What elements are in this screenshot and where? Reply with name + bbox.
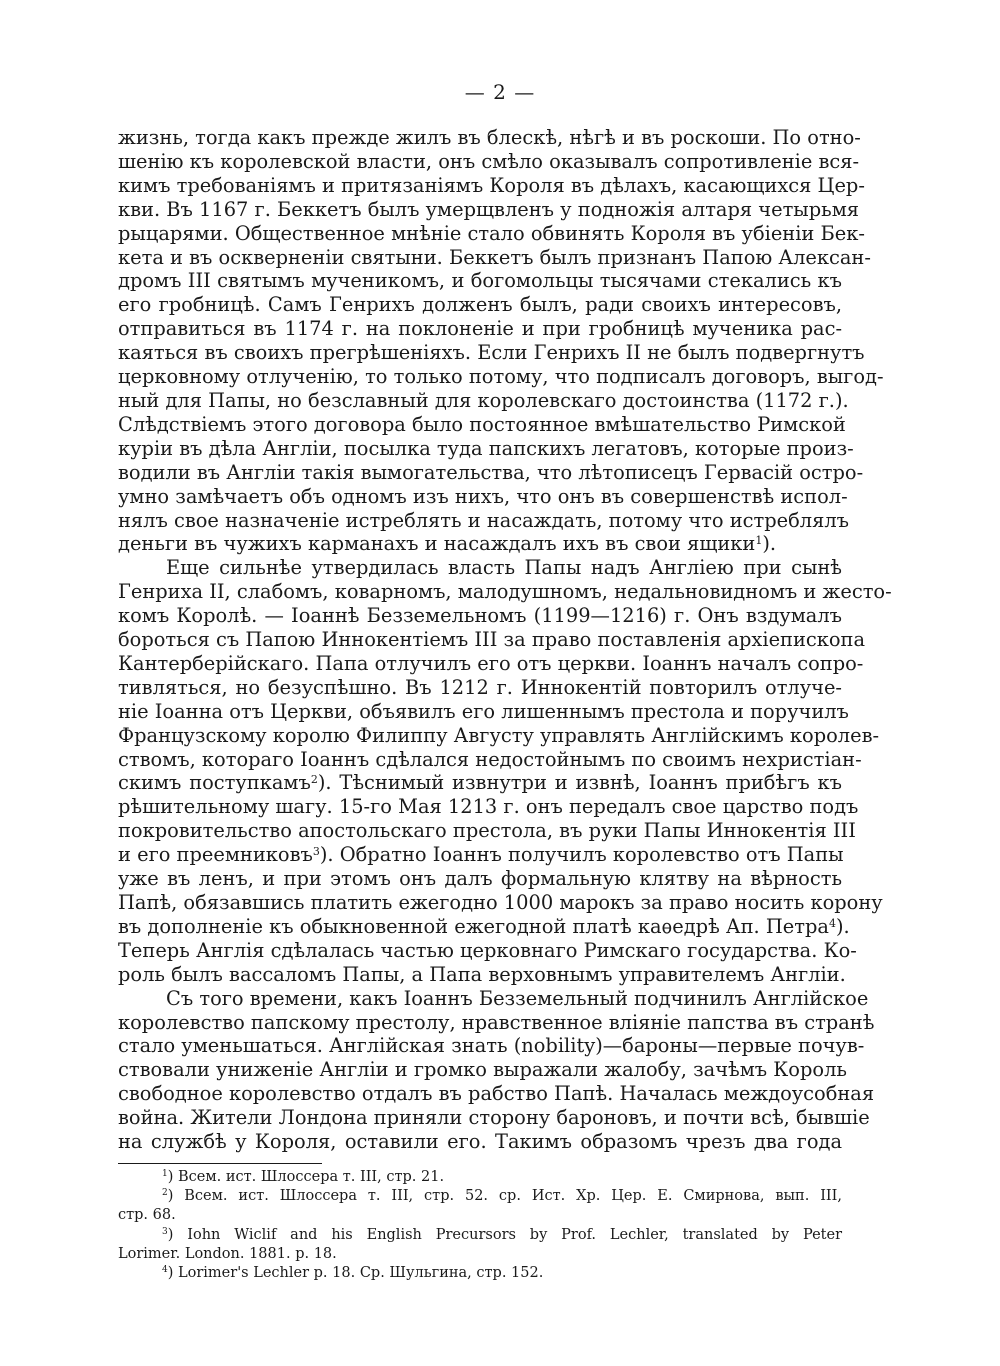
line-text: уже въ ленъ, и при этомъ онъ далъ формальную клятву на вѣрность bbox=[118, 867, 842, 891]
text-line bbox=[118, 412, 846, 437]
text-line bbox=[118, 723, 880, 748]
text-line bbox=[118, 938, 857, 963]
footnote-text: ) Всем. ист. Шлоссера т. III, стр. 52. ср. Ист. Хр. Цер. Е. Смирнова, вып. III, bbox=[167, 1188, 842, 1205]
line-text: роль былъ вассаломъ Папы, а Папа верховнымъ управителемъ Англіи. bbox=[118, 962, 846, 986]
text-line bbox=[118, 317, 842, 341]
footnote bbox=[118, 1226, 842, 1245]
text-line bbox=[118, 341, 865, 365]
line-text: Слѣдствіемъ этого договора было постоянное вмѣшательство Римской bbox=[118, 412, 846, 436]
footnote bbox=[118, 1206, 842, 1225]
body-text bbox=[118, 126, 892, 1154]
line-text: покровительство апостольскаго престола, въ руки Папы Иннокентія III bbox=[118, 819, 856, 843]
text-line bbox=[118, 556, 842, 580]
line-text: ніе Іоанна отъ Церкви, объявилъ его лишеннымъ престола и поручилъ bbox=[118, 699, 849, 723]
footnote bbox=[118, 1187, 842, 1206]
line-text-tail: ). Тѣснимый извнутри и извнѣ, Іоаннъ прибѣгъ къ bbox=[317, 771, 842, 795]
footnote bbox=[118, 1168, 842, 1187]
text-line bbox=[118, 365, 884, 389]
footnote-text: Lorimer. London. 1881. p. 18. bbox=[118, 1245, 337, 1262]
footnote bbox=[118, 1264, 842, 1283]
text-line bbox=[118, 1058, 847, 1082]
line-text: Генриха II, слабомъ, коварномъ, малодушномъ, недальновидномъ и жесто- bbox=[118, 580, 892, 604]
text-line bbox=[118, 819, 856, 843]
line-text: кимъ требованіямъ и притязаніямъ Короля въ дѣлахъ, касающихся Цер- bbox=[118, 173, 865, 197]
line-text: ный для Папы, но безславный для королевскаго достоинства (1172 г.). bbox=[118, 388, 849, 412]
line-text: и его преемниковъ bbox=[118, 843, 313, 867]
line-text: война. Жители Лондона приняли сторону бароновъ, и почти всѣ, бывшіе bbox=[118, 1106, 870, 1130]
text-line bbox=[118, 173, 865, 198]
line-text: кви. Въ 1167 г. Беккетъ былъ умерщвленъ у подножія алтаря четырьмя bbox=[118, 197, 860, 221]
text-line bbox=[118, 269, 842, 293]
text-line bbox=[118, 699, 849, 724]
line-text: рѣшительному шагу. 15-го Мая 1213 г. онъ передалъ свое царство подъ bbox=[118, 795, 859, 819]
text-line bbox=[118, 795, 859, 819]
footnote-marker: 4 bbox=[162, 1265, 168, 1276]
text-line bbox=[118, 460, 864, 485]
line-text: умно замѣчаетъ объ одномъ изъ нихъ, что онъ въ совершенствѣ испол- bbox=[118, 484, 848, 508]
text-line bbox=[118, 484, 848, 509]
text-line bbox=[118, 914, 850, 939]
line-text: Кантерберійскаго. Папа отлучилъ его отъ церкви. Іоаннъ началъ сопро- bbox=[118, 651, 864, 675]
line-text: на службѣ у Короля, оставили его. Такимъ образомъ чрезъ два года bbox=[118, 1130, 842, 1154]
text-line bbox=[118, 628, 866, 652]
footnote-marker: 1 bbox=[162, 1169, 168, 1179]
line-text: деньги въ чужихъ карманахъ и насаждалъ ихъ въ свои ящики bbox=[118, 532, 756, 556]
text-line bbox=[118, 245, 871, 270]
text-line bbox=[118, 1010, 875, 1035]
text-line bbox=[118, 197, 860, 222]
text-line bbox=[118, 149, 860, 174]
footnote bbox=[118, 1245, 842, 1264]
text-line bbox=[118, 771, 842, 795]
line-text: рыцарями. Общественное мнѣніе стало обвинять Короля въ убіеніи Бек- bbox=[118, 221, 865, 245]
line-text: водили въ Англіи такія вымогательства, что лѣтописецъ Гервасій остро- bbox=[118, 460, 864, 484]
line-text: Еще сильнѣе утвердилась власть Папы надъ Англіею при сынѣ bbox=[166, 556, 842, 580]
text-line bbox=[118, 1106, 870, 1130]
line-text: комъ Королѣ. — Іоаннѣ Безземельномъ (1199—1216) г. Онъ вздумалъ bbox=[118, 604, 842, 628]
line-text: Съ того времени, какъ Іоаннъ Безземельный подчинилъ Англійское bbox=[166, 986, 869, 1010]
footnote-text: ) Iohn Wiclif and his English Precursors by Prof. Lechler, translated by Peter bbox=[167, 1226, 842, 1243]
line-text: дромъ III святымъ мученикомъ, и богомольцы тысячами стекались къ bbox=[118, 269, 842, 293]
text-line bbox=[118, 1034, 865, 1058]
text-line bbox=[118, 891, 883, 915]
line-text: нялъ свое назначеніе истреблять и насаждать, потому что истреблялъ bbox=[118, 508, 850, 532]
line-text: церковному отлученію, то только потому, что подписалъ договоръ, выгод- bbox=[118, 365, 884, 389]
text-line bbox=[118, 1130, 842, 1154]
footnote-rule bbox=[118, 1163, 322, 1164]
line-text: бороться съ Папою Иннокентіемъ III за право поставленія архіепископа bbox=[118, 628, 866, 652]
text-line bbox=[118, 651, 864, 676]
text-line bbox=[118, 676, 842, 700]
line-text-tail: ). Обратно Іоаннъ получилъ королевство отъ Папы bbox=[319, 843, 844, 867]
text-line bbox=[118, 532, 842, 556]
text-line bbox=[118, 986, 869, 1011]
page-number: — 2 — bbox=[464, 80, 536, 104]
line-text: стало уменьшаться. Англійская знать (nobility)—бароны—первые почув- bbox=[118, 1034, 865, 1058]
line-text: отправиться въ 1174 г. на поклоненіе и при гробницѣ мученика рас- bbox=[118, 317, 842, 341]
footnote-reference: 1 bbox=[755, 534, 763, 548]
text-line bbox=[118, 388, 849, 413]
line-text: кета и въ оскверненіи святыни. Беккетъ былъ признанъ Папою Алексан- bbox=[118, 245, 871, 269]
line-text: тивляться, но безуспѣшно. Въ 1212 г. Иннокентій повторилъ отлуче- bbox=[118, 675, 842, 699]
line-text: ствовали униженіе Англіи и громко выражали жалобу, зачѣмъ Король bbox=[118, 1058, 847, 1082]
text-line bbox=[118, 604, 842, 628]
line-text: его гробницѣ. Самъ Генрихъ долженъ былъ, ради своихъ интересовъ, bbox=[118, 293, 842, 317]
line-text: каяться въ своихъ прегрѣшеніяхъ. Если Генрихъ II не былъ подвергнутъ bbox=[118, 341, 865, 365]
text-line bbox=[118, 126, 861, 150]
line-text: шенію къ королевской власти, онъ смѣло оказывалъ сопротивленіе вся- bbox=[118, 149, 860, 173]
line-text: въ дополненіе къ обыкновенной ежегодной платѣ каѳедрѣ Ап. Петра bbox=[118, 914, 829, 938]
footnote-text: ) Всем. ист. Шлоссера т. III, стр. 21. bbox=[167, 1169, 445, 1185]
text-line bbox=[118, 867, 842, 891]
text-line bbox=[118, 580, 892, 604]
text-line bbox=[118, 962, 846, 987]
text-line bbox=[118, 293, 842, 317]
line-text: Теперь Англія сдѣлалась частью церковнаго Римскаго государства. Ко- bbox=[118, 938, 857, 962]
line-text: скимъ поступкамъ bbox=[118, 771, 311, 795]
footnote-text: ) Lorimer's Lechler p. 18. Ср. Шульгина, стр. 152. bbox=[167, 1265, 544, 1282]
line-text: ствомъ, котораго Іоаннъ сдѣлался недостойнымъ по своимъ нехристіан- bbox=[118, 747, 862, 771]
line-text-tail: ). bbox=[762, 532, 777, 556]
line-text: жизнь, тогда какъ прежде жилъ въ блескѣ, нѣгѣ и въ роскоши. По отно- bbox=[118, 126, 861, 149]
text-line bbox=[118, 1082, 875, 1106]
text-line bbox=[118, 221, 865, 246]
footnote-marker: 2 bbox=[162, 1188, 168, 1199]
footnote-reference: 2 bbox=[310, 773, 318, 787]
text-line bbox=[118, 843, 842, 867]
line-text: королевство папскому престолу, нравственное вліяніе папства въ странѣ bbox=[118, 1010, 875, 1034]
footnote-text: стр. 68. bbox=[118, 1207, 176, 1224]
text-line bbox=[118, 436, 854, 461]
line-text: куріи въ дѣла Англіи, посылка туда папскихъ легатовъ, которые произ- bbox=[118, 436, 854, 460]
footnote-marker: 3 bbox=[162, 1226, 168, 1237]
footnote-reference: 3 bbox=[312, 845, 320, 859]
text-line bbox=[118, 747, 862, 772]
line-text: Французскому королю Филиппу Августу управлять Англійскимъ королев- bbox=[118, 723, 880, 747]
line-text-tail: ). bbox=[835, 914, 850, 938]
footnote-reference: 4 bbox=[828, 916, 836, 930]
line-text: Папѣ, обязавшись платить ежегодно 1000 марокъ за право носить корону bbox=[118, 891, 883, 914]
footnotes bbox=[118, 1168, 842, 1283]
text-line bbox=[118, 508, 850, 533]
line-text: свободное королевство отдалъ въ рабство Папѣ. Началась междоусобная bbox=[118, 1082, 875, 1106]
